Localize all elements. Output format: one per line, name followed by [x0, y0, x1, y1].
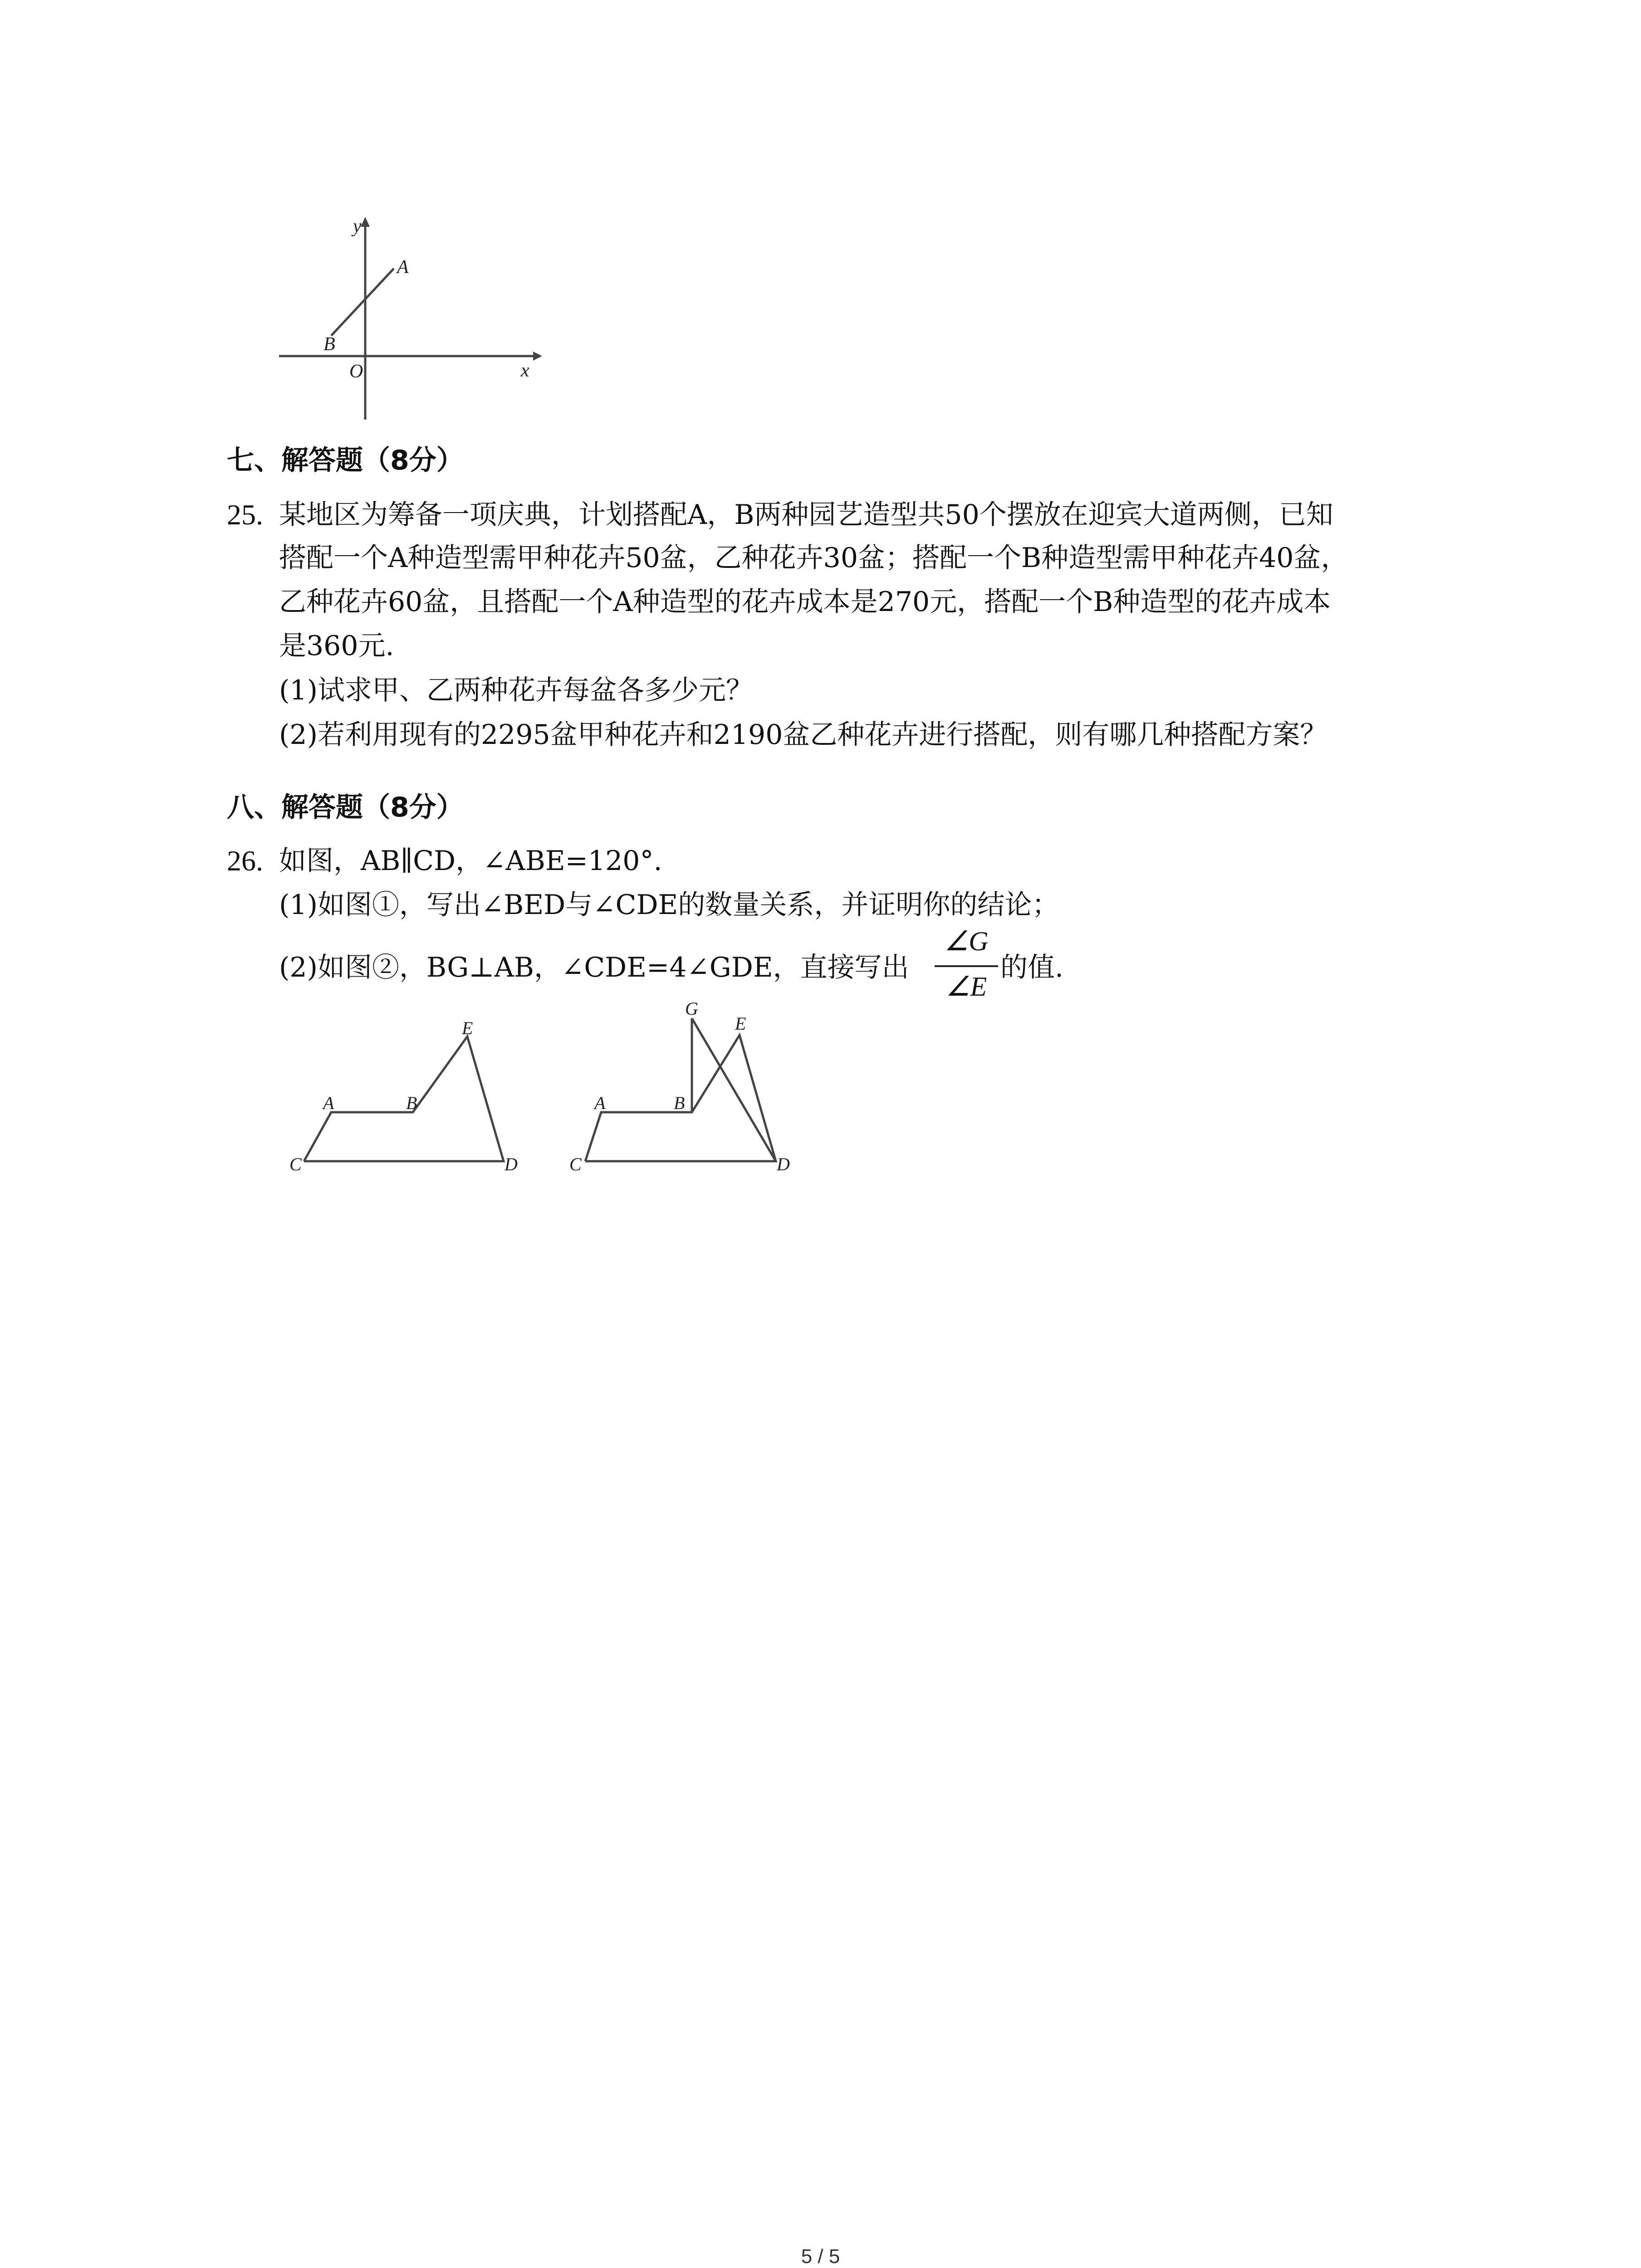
q25-line-3: 乙种花卉60盆，且搭配一个A种造型的花卉成本是270元，搭配一个B种造型的花卉成本: [279, 586, 1331, 618]
x-axis-arrow: [533, 352, 542, 361]
fraction-denominator: ∠E: [945, 972, 987, 1002]
section-heading-8: 八、解答题（8分）: [227, 792, 464, 823]
q26-part-2-prefix: (2)如图②，BG⊥AB，∠CDE=4∠GDE，直接写出: [279, 952, 909, 983]
q25-part-1: (1)试求甲、乙两种花卉每盆各多少元？: [279, 675, 753, 706]
figure-2-label-b: B: [674, 1093, 685, 1113]
x-axis-label: x: [521, 360, 529, 381]
page-number: 5 / 5: [801, 2245, 840, 2268]
q25-line-1: 某地区为筹备一项庆典，计划搭配A，B两种园艺造型共50个摆放在迎宾大道两侧，已知: [279, 499, 1333, 531]
y-axis-label: y: [353, 216, 362, 237]
figure-2-label-g: G: [685, 998, 698, 1019]
point-b-label: B: [323, 334, 335, 355]
y-axis-arrow: [361, 217, 370, 227]
figure-2-label-e: E: [735, 1013, 746, 1034]
figure-2-label-d: D: [777, 1154, 790, 1174]
section-heading-7: 七、解答题（8分）: [227, 445, 464, 476]
q25-line-4: 是360元.: [279, 630, 394, 662]
segment-ab: [331, 269, 394, 336]
fraction-numerator: ∠G: [944, 926, 989, 956]
fraction-bar: [935, 965, 998, 967]
figure-2-label-c: C: [569, 1154, 582, 1174]
coordinate-figure: [272, 213, 554, 426]
figure-1-label-e: E: [462, 1018, 473, 1038]
q25-part-2: (2)若利用现有的2295盆甲种花卉和2190盆乙种花卉进行搭配，则有哪几种搭配方案？: [279, 719, 1327, 751]
origin-label: O: [349, 361, 363, 382]
point-a-label: A: [397, 257, 409, 278]
figure-1-label-a: A: [323, 1093, 334, 1113]
q26-part-2-suffix: 的值.: [1000, 952, 1064, 983]
q25-line-2: 搭配一个A种造型需甲种花卉50盆，乙种花卉30盆；搭配一个B种造型需甲种花卉40盆，: [279, 542, 1348, 574]
figure-1: [272, 1016, 535, 1188]
figure-1-label-c: C: [289, 1154, 302, 1174]
figure-1-label-b: B: [406, 1093, 417, 1113]
figure-2-label-a: A: [594, 1093, 606, 1113]
figure-1-label-d: D: [505, 1154, 518, 1174]
q26-intro: 如图，AB∥CD，∠ABE=120°.: [279, 845, 662, 877]
figure-2: [558, 998, 821, 1191]
q26-part-1: (1)如图①，写出∠BED与∠CDE的数量关系，并证明你的结论；: [279, 889, 1059, 921]
question-number-26: 26.: [227, 845, 263, 877]
question-number-25: 25.: [227, 499, 263, 531]
